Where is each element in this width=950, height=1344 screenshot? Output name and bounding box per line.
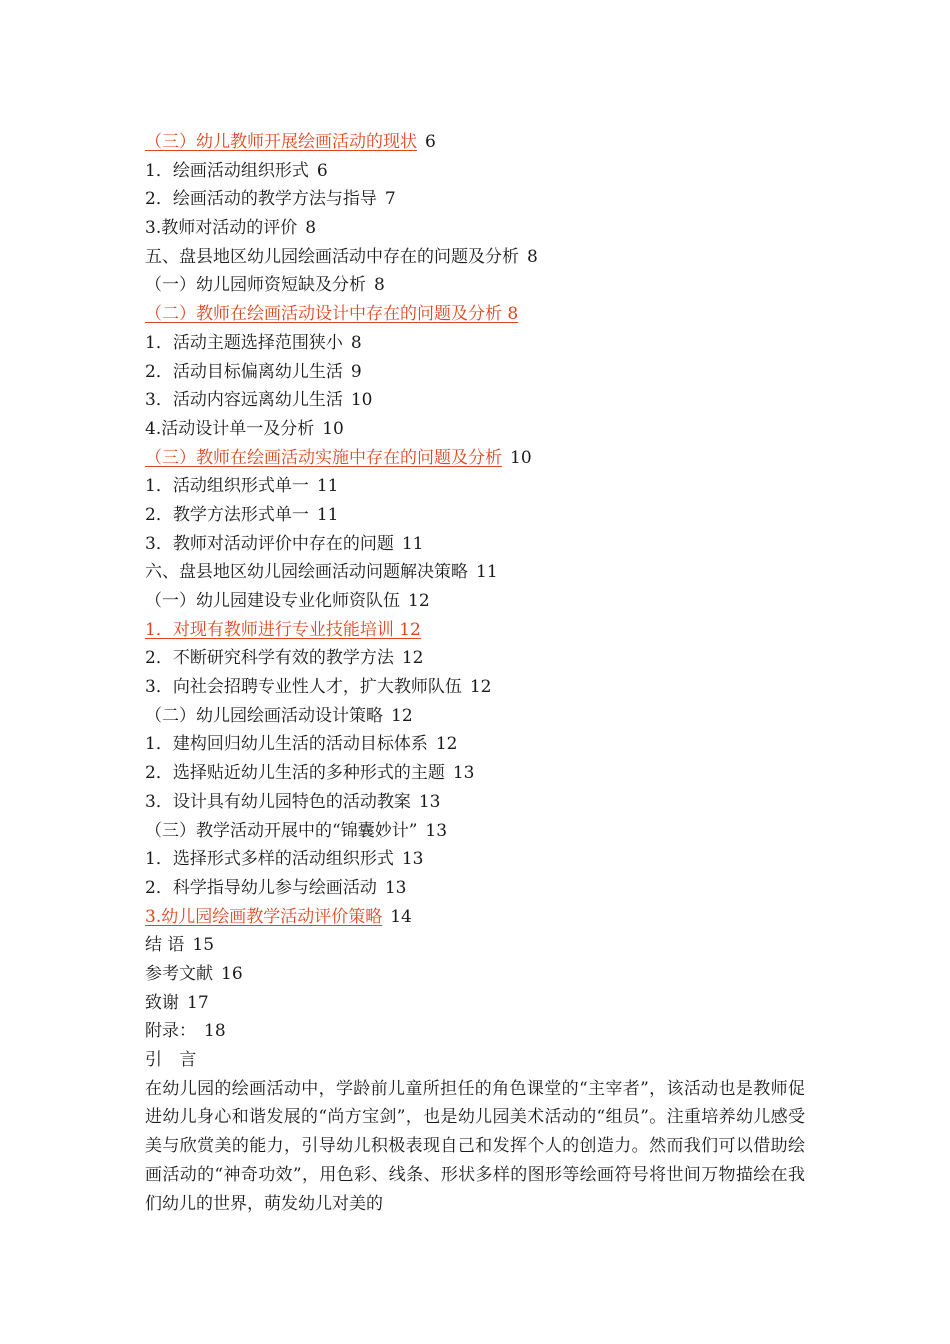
toc-entry <box>145 931 805 960</box>
toc-entry-link[interactable]: （三）教师在绘画活动实施中存在的问题及分析 <box>145 447 502 468</box>
toc-entry <box>145 358 805 387</box>
toc-entry-title: 2．选择贴近幼儿生活的多种形式的主题 <box>145 763 445 784</box>
toc-entry <box>145 214 805 243</box>
toc-entry <box>145 1017 805 1046</box>
toc-entry-title: 2．不断研究科学有效的教学方法 <box>145 648 394 669</box>
toc-entry <box>145 874 805 903</box>
toc-entry-page-number: 15 <box>192 935 215 956</box>
toc-entry-page-number: 13 <box>425 820 448 841</box>
toc-entry-page-number: 13 <box>401 849 424 870</box>
document-page <box>145 128 805 1218</box>
toc-entry-page-number: 14 <box>390 906 412 927</box>
toc-entry-page-number: 6 <box>425 132 436 152</box>
toc-entry <box>145 730 805 759</box>
toc-entry <box>145 472 805 501</box>
toc-entry-title: 六、盘县地区幼儿园绘画活动问题解决策略 <box>145 562 468 583</box>
toc-entry-title: 2．教学方法形式单一 <box>145 504 309 525</box>
toc-entry-page-number: 13 <box>418 791 441 812</box>
toc-entry-title: 2．绘画活动的教学方法与指导 <box>145 189 377 210</box>
toc-entry-page-number: 13 <box>452 763 475 784</box>
toc-entry-link[interactable]: （二）教师在绘画活动设计中存在的问题及分析 8 <box>145 304 519 325</box>
toc-entry-page-number: 9 <box>350 361 362 382</box>
toc-entry-title: 2．科学指导幼儿参与绘画活动 <box>145 877 377 898</box>
toc-entry-title: （一）幼儿园师资短缺及分析 <box>145 275 366 296</box>
toc-entry-link[interactable]: 3.幼儿园绘画教学活动评价策略 <box>145 906 383 927</box>
toc-entry <box>145 558 805 587</box>
toc-entry-page-number: 10 <box>322 418 344 439</box>
toc-entry[interactable] <box>145 903 805 932</box>
toc-entry <box>145 845 805 874</box>
toc-entry <box>145 185 805 214</box>
toc-entry-page-number: 7 <box>384 189 396 210</box>
toc-entry-title: 附录： <box>145 1021 196 1042</box>
toc-entry-page-number: 11 <box>316 504 339 525</box>
toc-entry-page-number: 13 <box>384 877 407 898</box>
toc-entry-page-number: 8 <box>350 332 362 353</box>
toc-entry <box>145 673 805 702</box>
toc-entry <box>145 702 805 731</box>
toc-entry-page-number: 8 <box>527 246 538 267</box>
toc-entry-page-number: 12 <box>435 734 458 755</box>
toc-entry-title: 五、盘县地区幼儿园绘画活动中存在的问题及分析 <box>145 246 519 267</box>
toc-entry-title: 3．教师对活动评价中存在的问题 <box>145 533 394 554</box>
toc-entry <box>145 989 805 1018</box>
toc-entry-page-number: 11 <box>316 476 339 497</box>
toc-entry-title: （二）幼儿园绘画活动设计策略 <box>145 705 383 726</box>
toc-entry-link[interactable]: 1．对现有教师进行专业技能培训 12 <box>145 619 421 640</box>
toc-entry-title: 3．设计具有幼儿园特色的活动教案 <box>145 791 411 812</box>
toc-entry-page-number: 18 <box>204 1021 226 1042</box>
toc-entry-title: 1．选择形式多样的活动组织形式 <box>145 849 394 870</box>
toc-entry-title: 2．活动目标偏离幼儿生活 <box>145 361 343 382</box>
toc-entry-title: 3．向社会招聘专业性人才，扩大教师队伍 <box>145 677 462 698</box>
toc-entry-page-number: 12 <box>391 705 413 726</box>
intro-title: 引 言 <box>145 1050 203 1070</box>
toc-entry[interactable] <box>145 444 805 473</box>
toc-entry <box>145 329 805 358</box>
toc-entry-page-number: 8 <box>305 218 317 239</box>
toc-entry-page-number: 12 <box>408 591 430 611</box>
toc-entry-page-number: 8 <box>374 275 385 296</box>
toc-entry <box>145 960 805 989</box>
toc-entry-title: （一）幼儿园建设专业化师资队伍 <box>145 591 400 611</box>
toc-entry <box>145 501 805 530</box>
toc-entry-title: 1．建构回归幼儿生活的活动目标体系 <box>145 734 428 755</box>
toc-entry-title: 致谢 <box>145 992 179 1013</box>
toc-entry-page-number: 17 <box>187 992 209 1013</box>
toc-entry-title: 3.教师对活动的评价 <box>145 218 298 239</box>
toc-entry <box>145 644 805 673</box>
toc-entry <box>145 788 805 817</box>
toc-entry-page-number: 10 <box>510 447 532 468</box>
toc-entry <box>145 587 805 616</box>
toc-entry-page-number: 12 <box>401 648 424 669</box>
toc-entry-title: 1．活动组织形式单一 <box>145 476 309 497</box>
toc-entry-page-number: 6 <box>316 160 328 181</box>
toc-entry <box>145 243 805 272</box>
toc-entry <box>145 530 805 559</box>
toc-entry[interactable] <box>145 128 805 157</box>
toc-entry <box>145 759 805 788</box>
toc-entry-title: 4.活动设计单一及分析 <box>145 418 315 439</box>
toc-entry-page-number: 11 <box>401 533 424 554</box>
intro-paragraph: 在幼儿园的绘画活动中，学龄前儿童所担任的角色课堂的“主宰者”，该活动也是教师促进幼儿身心和谐发展的“尚方宝剑”，也是幼儿园美术活动的“组员”。注重培养幼儿感受美与欣赏美的能力，引导幼儿积极表现自己和发挥个人的创造力。然而我们可以借助绘画活动的“神奇功效”，用色彩、线条、形状多样的图形等绘画符号将世间万物描绘在我们幼儿的世界，萌发幼儿对美的 <box>145 1078 805 1214</box>
toc-entry-title: 1．活动主题选择范围狭小 <box>145 332 343 353</box>
table-of-contents <box>145 128 805 1046</box>
toc-entry-title: 1．绘画活动组织形式 <box>145 160 309 181</box>
toc-entry-page-number: 16 <box>221 963 243 984</box>
toc-entry-page-number: 12 <box>469 677 492 698</box>
toc-entry-title: 3．活动内容远离幼儿生活 <box>145 390 343 411</box>
toc-entry-title: 参考文献 <box>145 963 213 984</box>
toc-entry-title: （三）教学活动开展中的“锦囊妙计” <box>145 820 418 841</box>
toc-entry[interactable] <box>145 300 805 329</box>
toc-entry <box>145 271 805 300</box>
toc-entry <box>145 415 805 444</box>
toc-entry-title: 结 语 <box>145 935 185 956</box>
toc-entry[interactable] <box>145 616 805 645</box>
toc-entry <box>145 157 805 186</box>
toc-entry-page-number: 11 <box>476 562 498 583</box>
toc-entry <box>145 817 805 846</box>
toc-entry-page-number: 10 <box>350 390 373 411</box>
toc-entry <box>145 386 805 415</box>
toc-entry-link[interactable]: （三）幼儿教师开展绘画活动的现状 <box>145 132 417 152</box>
